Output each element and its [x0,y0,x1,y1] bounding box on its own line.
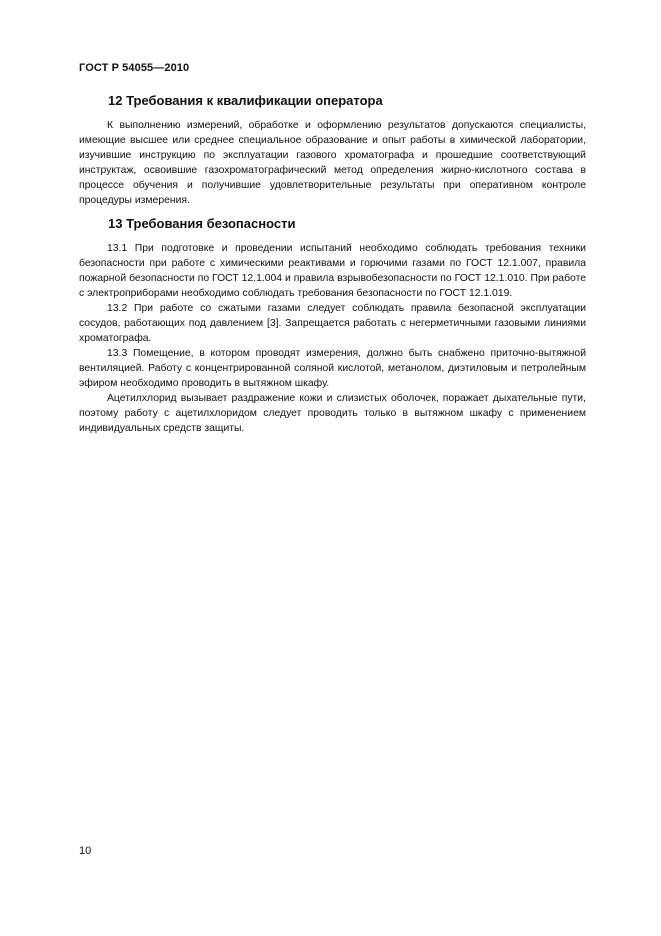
page-number: 10 [79,845,92,857]
section-13-title: 13 Требования безопасности [108,216,296,231]
section-13-paragraph-1: 13.1 При подготовке и проведении испытаний необходимо соблюдать требования техники безопасности при работе с химическими реактивами и горючими газами по ГОСТ 12.1.007, правила пожарной безопасности по ГОСТ 12.1.004 и правила взрывобезопасности по ГОСТ 12.1.010. При работе с электроприборами необходимо соблюдать требования безопасности по ГОСТ 12.1.019. [79,243,586,299]
section-12-paragraph-1: К выполнению измерений, обработке и оформлению результатов допускаются специалисты, имеющие высшее или среднее специальное образование и опыт работы в химической лаборатории, изучившие инструкцию по эксплуатации газового хроматографа и прошедшие соответствующий инструктаж, освоившие газохроматографический метод определения жирно-кислотного состава в процессе обучения и получившие удовлетворительные результаты при оперативном контроле процедуры измерения. [79,120,586,206]
section-13-body [79,241,586,436]
section-13-paragraph-3: 13.3 Помещение, в котором проводят измерения, должно быть снабжено приточно-вытяжной вентиляцией. Работу с концентрированной соляной кислотой, метанолом, диэтиловым и петролейным эфиром необходимо проводить в вытяжном шкафу. [79,348,586,389]
section-13-paragraph-2: 13.2 При работе со сжатыми газами следует соблюдать правила безопасной эксплуатации сосудов, работающих под давлением [3]. Запрещается работать с негерметичными газовыми линиями хроматографа. [79,303,586,344]
section-13-paragraph-4: Ацетилхлорид вызывает раздражение кожи и слизистых оболочек, поражает дыхательные пути, поэтому работу с ацетилхлоридом следует проводить только в вытяжном шкафу с применением индивидуальных средств защиты. [79,393,586,434]
document-id: ГОСТ Р 54055—2010 [79,62,190,74]
section-12-title: 12 Требования к квалификации оператора [108,93,383,108]
section-12-body [79,118,586,208]
